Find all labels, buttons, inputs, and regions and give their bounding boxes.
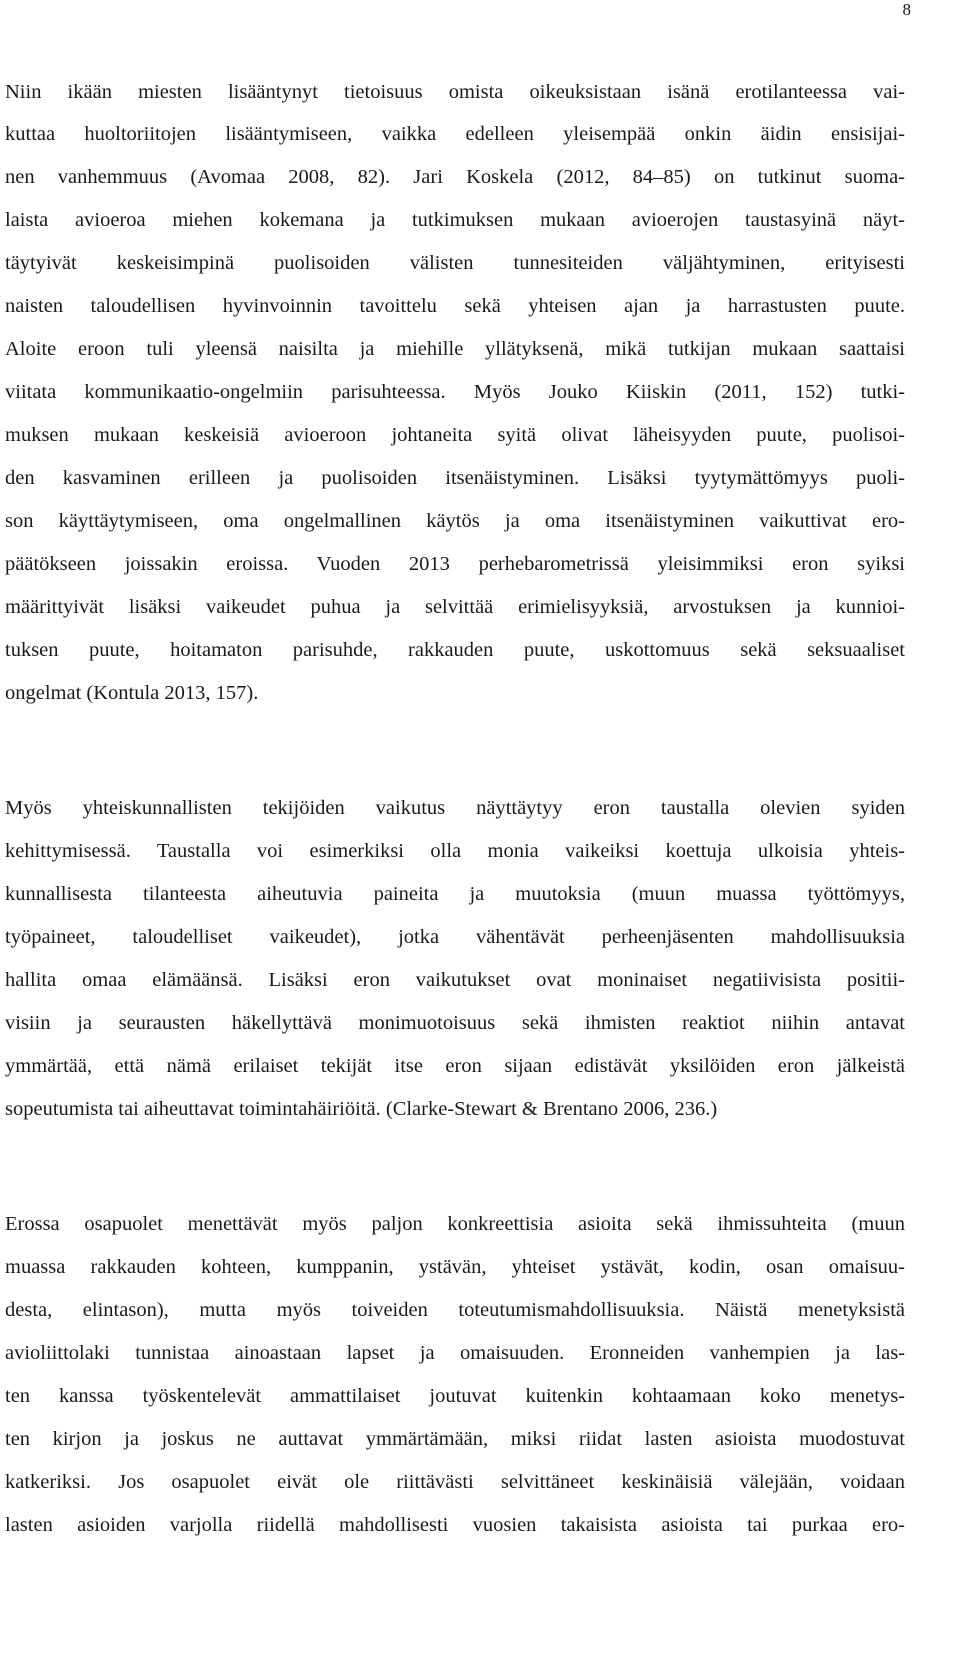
- paragraph-1-line: ongelmat (Kontula 2013, 157).: [5, 682, 259, 704]
- paragraph-1-line: tuksen puute, hoitamaton parisuhde, rakkauden puute, uskottomuus sekä seksuaaliset: [5, 639, 905, 661]
- paragraph-2-line: visiin ja seurausten häkellyttävä monimuotoisuus sekä ihmisten reaktiot niihin antavat: [5, 1012, 905, 1034]
- paragraph-1-line: Aloite eroon tuli yleensä naisilta ja miehille yllätyksenä, mikä tutkijan mukaan saattaisi: [5, 338, 905, 360]
- paragraph-3-line: avioliittolaki tunnistaa ainoastaan lapset ja omaisuuden. Eronneiden vanhempien ja las-: [5, 1342, 905, 1364]
- paragraph-1-line: nen vanhemmuus (Avomaa 2008, 82). Jari Koskela (2012, 84–85) on tutkinut suoma-: [5, 166, 905, 188]
- paragraph-2-line: sopeutumista tai aiheuttavat toimintahäiriöitä. (Clarke-Stewart & Brentano 2006, 236.): [5, 1098, 718, 1120]
- paragraph-3-line: ten kirjon ja joskus ne auttavat ymmärtämään, miksi riidat lasten asioista muodostuvat: [5, 1428, 905, 1450]
- paragraph-1-line: muksen mukaan keskeisiä avioeroon johtaneita syitä olivat läheisyyden puute, puolisoi-: [5, 424, 905, 446]
- paragraph-1-line: täytyivät keskeisimpinä puolisoiden välisten tunnesiteiden väljähtyminen, erityisesti: [5, 252, 905, 274]
- paragraph-1-line: viitata kommunikaatio-ongelmiin parisuhteessa. Myös Jouko Kiiskin (2011, 152) tutki-: [5, 381, 905, 403]
- paragraph-2-line: kehittymisessä. Taustalla voi esimerkiksi olla monia vaikeiksi koettuja ulkoisia yhteis-: [5, 840, 905, 862]
- paragraph-1-line: laista avioeroa miehen kokemana ja tutkimuksen mukaan avioerojen taustasyinä näyt-: [5, 209, 905, 231]
- paragraph-1-line: den kasvaminen erilleen ja puolisoiden itsenäistyminen. Lisäksi tyytymättömyys puoli-: [5, 467, 905, 489]
- paragraph-1-line: määrittyivät lisäksi vaikeudet puhua ja selvittää erimielisyyksiä, arvostuksen ja kunnioi-: [5, 596, 905, 618]
- paragraph-3-line: desta, elintason), mutta myös toiveiden toteutumismahdollisuuksia. Näistä menetyksistä: [5, 1299, 905, 1321]
- paragraph-3-line: katkeriksi. Jos osapuolet eivät ole riittävästi selvittäneet keskinäisiä välejään, voidaan: [5, 1471, 905, 1493]
- paragraph-2-line: ymmärtää, että nämä erilaiset tekijät itse eron sijaan edistävät yksilöiden eron jälkeistä: [5, 1055, 905, 1077]
- paragraph-1-line: Niin ikään miesten lisääntynyt tietoisuus omista oikeuksistaan isänä erotilanteessa vai-: [5, 81, 905, 103]
- page-number: 8: [902, 0, 911, 19]
- paragraph-2-line: kunnallisesta tilanteesta aiheutuvia paineita ja muutoksia (muun muassa työttömyys,: [5, 883, 905, 905]
- paragraph-2-line: työpaineet, taloudelliset vaikeudet), jotka vähentävät perheenjäsenten mahdollisuuksia: [5, 926, 905, 948]
- paragraph-1-line: naisten taloudellisen hyvinvoinnin tavoittelu sekä yhteisen ajan ja harrastusten puute.: [5, 295, 905, 317]
- paragraph-1-line: päätökseen joissakin eroissa. Vuoden 2013 perhebarometrissä yleisimmiksi eron syiksi: [5, 553, 905, 575]
- paragraph-3-line: muassa rakkauden kohteen, kumppanin, ystävän, yhteiset ystävät, kodin, osan omaisuu-: [5, 1256, 905, 1278]
- paragraph-1-line: son käyttäytymiseen, oma ongelmallinen käytös ja oma itsenäistyminen vaikuttivat ero-: [5, 510, 905, 532]
- paragraph-3-line: ten kanssa työskentelevät ammattilaiset joutuvat kuitenkin kohtaamaan koko menetys-: [5, 1385, 905, 1407]
- paragraph-2-line: hallita omaa elämäänsä. Lisäksi eron vaikutukset ovat moninaiset negatiivisista positii-: [5, 969, 905, 991]
- paragraph-1-line: kuttaa huoltoriitojen lisääntymiseen, vaikka edelleen yleisempää onkin äidin ensisijai-: [5, 123, 905, 145]
- paragraph-3-line: Erossa osapuolet menettävät myös paljon konkreettisia asioita sekä ihmissuhteita (muun: [5, 1213, 905, 1235]
- paragraph-2-line: Myös yhteiskunnallisten tekijöiden vaikutus näyttäytyy eron taustalla olevien syiden: [5, 797, 905, 819]
- paragraph-3-line: lasten asioiden varjolla riidellä mahdollisesti vuosien takaisista asioista tai purkaa ero-: [5, 1514, 905, 1536]
